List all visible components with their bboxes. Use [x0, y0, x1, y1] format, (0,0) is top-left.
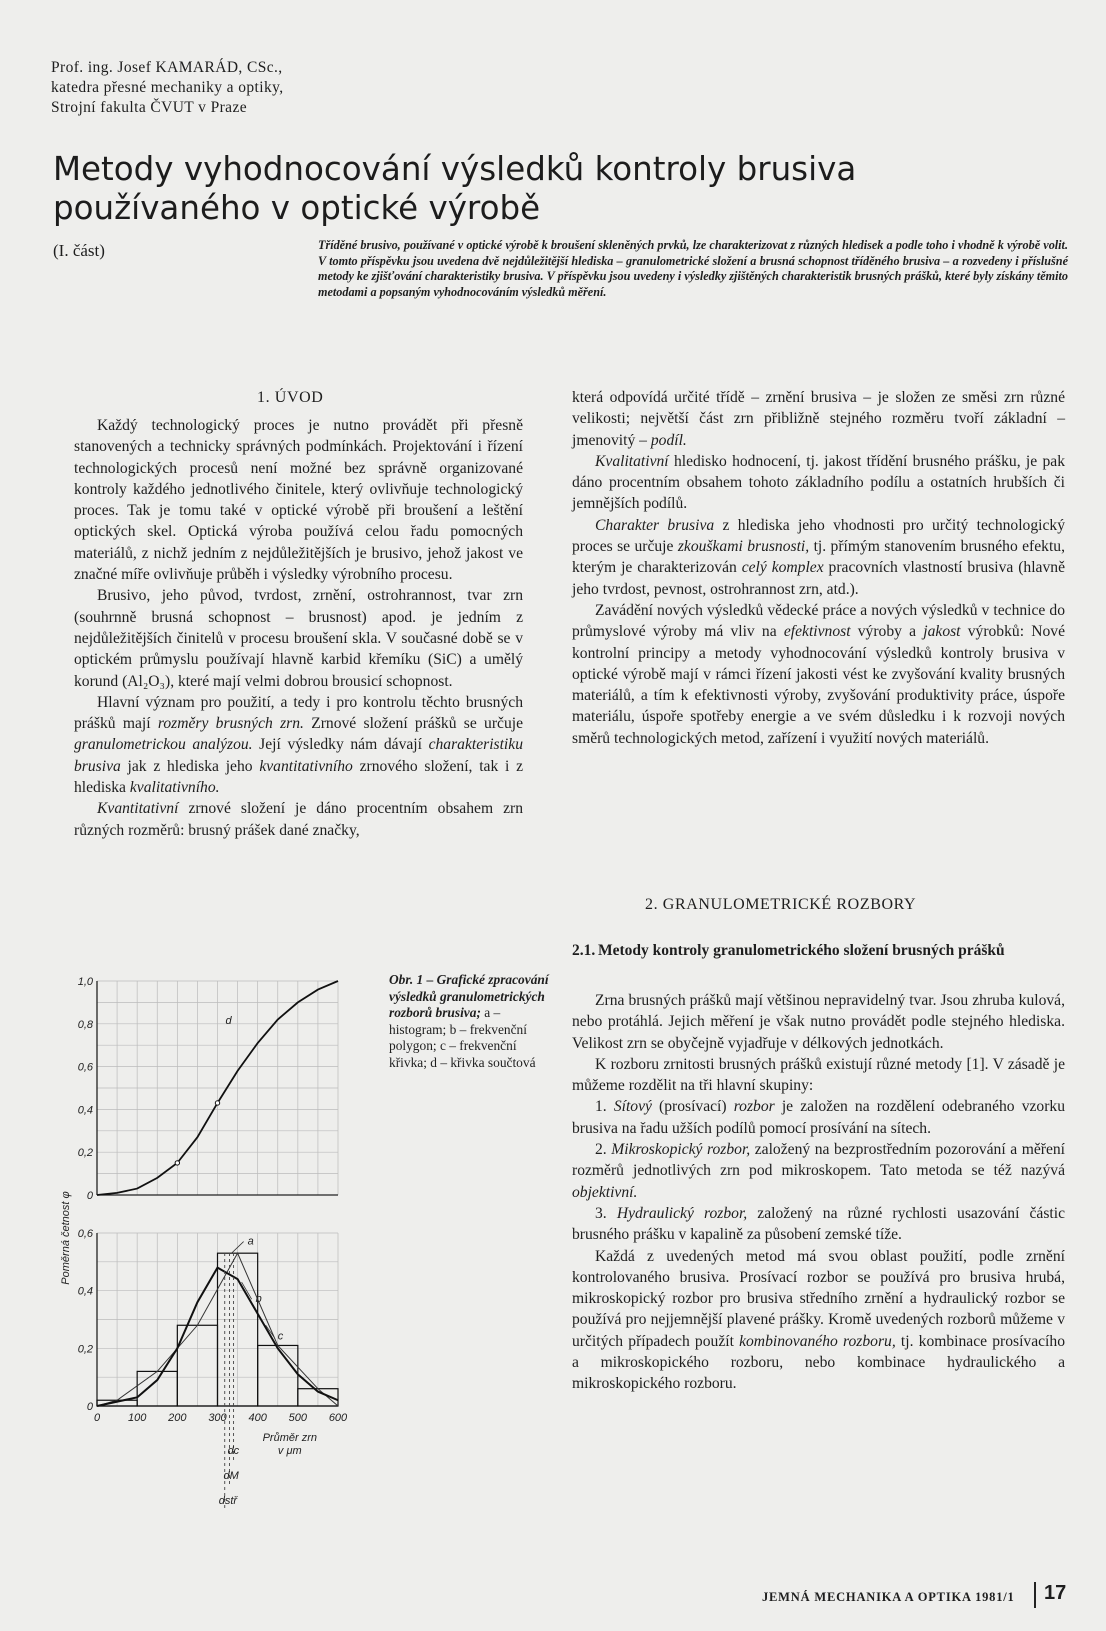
marker-label: dM: [223, 1470, 239, 1482]
paragraph: Zavádění nových výsledků vědecké práce a nových výsledků v technice do průmyslové výroby má vliv na efektivnost výroby a jakost výrobků: Nové kontrolní principy a metody vyhodnocování výsledků kontroly brusiva v optické výrobě mají v rámci řízení jakosti vést ke zvyšování kvality brusných materiálů, a tím k efektivnosti výroby, zvyšování produktivity práce, úspoře materiálu, úspoře spotřeby energie a ve svém důsledku i k rozvoji nových směrů technologických metod, zařízení i využití nových materiálů.: [572, 601, 1066, 747]
author-department: katedra přesné mechaniky a optiky,: [51, 79, 284, 96]
subsection-heading: 2.1. Metody kontroly granulometrického složení brusných prášků: [572, 942, 1005, 959]
paragraph: 1. Sítový (prosívací) rozbor je založen na rozdělení odebraného vzorku brusiva na řadu užších podílů pomocí prosívání na sítech.: [572, 1098, 1066, 1137]
y-tick-label: 0,6: [77, 1228, 93, 1240]
column-right-bottom: [572, 990, 1065, 1395]
article-title: Metody vyhodnocování výsledků kontroly brusiva používaného v optické výrobě: [53, 150, 857, 227]
y-tick-label: 1,0: [77, 976, 93, 988]
x-tick-label: 100: [127, 1412, 147, 1424]
chart-labels: [60, 976, 348, 1507]
y-axis-label: Poměrná četnost φ: [60, 1191, 72, 1285]
author-block: [51, 58, 284, 118]
y-tick-label: 0,4: [77, 1285, 93, 1298]
x-axis-label: Průměr zrn: [262, 1432, 318, 1444]
y-tick-label: 0: [86, 1190, 93, 1202]
curve-point: [175, 1161, 179, 1165]
paragraph: Každá z uvedených metod má svou oblast použití, podle zrnění kontrolovaného brusiva. Prosívací rozbor se používá pro brusiva hrubá, mikroskopický rozbor pro brusiva středního zrnění a hydraulický rozbor se používá pro nejjemnější plavené prášky. Kromě uvedených rozborů můžeme v určitých případech použít kombinovaného rozboru, tj. kombinace prosívacího a mikroskopického rozboru, nebo kombinace hydraulického a mikroskopického rozboru.: [572, 1247, 1065, 1393]
paragraph: Charakter brusiva z hlediska jeho vhodnosti pro určitý technologický proces se určuje zkouškami brusnosti, tj. přímým stanovením brusného efektu, kterým je charakterizován celý komplex pracovních vlastností brusiva (hlavně jeho tvrdost, pevnost, ostrohrannost zrn, atd.).: [572, 516, 1065, 598]
series-label: c: [277, 1330, 284, 1343]
paragraph: Kvantitativní zrnové složení je dáno procentním obsahem zrn různých rozměrů: brusný prášek dané značky,: [74, 800, 523, 839]
paragraph: Každý technologický proces je nutno provádět při přesně stanovených a technicky správných podmínkách. Projektování i řízení technologických procesů není možné bez správně organizované kontroly každého jednotlivého činitele, který ovlivňuje technologický proces. Tak je tomu také v optické výrobě při broušení a leštění optických skel. Optická výroba používá celou řadu pomocných materiálů, z nichž jedním z nejdůležitějších je brusivo, jehož jakost ve značné míře ovlivňuje průběh i výsledky výrobního procesu.: [74, 417, 523, 584]
paragraph: Zrna brusných prášků mají většinou nepravidelný tvar. Jsou zhruba kulová, nebo protáhlá. Jejich měření je však nutno provádět podle stejného hlediska. Velikost zrn se obyčejně vyjadřuje v délkových jednotkách.: [572, 992, 1065, 1052]
footer-divider: [1034, 1582, 1036, 1608]
paragraph: Kvalitativní hledisko hodnocení, tj. jakost třídění brusného prášku, je pak dáno procentním obsahem tohoto základního podílu a ostatních hrubších či jemnějších podílů.: [572, 452, 1065, 513]
x-tick-label: 200: [168, 1412, 187, 1424]
series-label: b: [255, 1293, 262, 1306]
cumulative-grid: [97, 981, 338, 1195]
author-faculty: Strojní fakulta ČVUT v Praze: [51, 99, 248, 116]
column-left: [74, 415, 523, 841]
x-tick-label: 400: [248, 1412, 267, 1424]
series-label-d: d: [225, 1014, 232, 1027]
page-number: 17: [1044, 1582, 1067, 1604]
y-tick-label: 0,8: [77, 1018, 93, 1031]
paragraph: 2. Mikroskopický rozbor, založený na bezprostředním pozorování a měření rozměrů jednotlivých zrn pod mikroskopem. Tato metoda se též nazývá objektivní.: [572, 1141, 1065, 1201]
part-label: (I. část): [53, 241, 105, 260]
y-tick-label: 0,2: [77, 1147, 93, 1160]
paragraph: Brusivo, jeho původ, tvrdost, zrnění, ostrohrannost, tvar zrn (souhrnně brusná schopnost – brusnost) apod. je jedním z nejdůležitějších činitelů v procesu broušení skla. V současné době se v optickém průmyslu používají hlavně karbid křemíku (SiC) a umělý korund (Al₂O₃), které mají velmi dobrou brousicí schopnost.: [74, 587, 523, 690]
paragraph: K rozboru zrnitosti brusných prášků existují různé metody [1]. V zásadě je můžeme rozdělit na tři hlavní skupiny:: [572, 1055, 1065, 1095]
figure-granulometry-chart: [55, 975, 365, 1550]
column-right-top: [572, 387, 1065, 749]
marker-label: dc: [227, 1445, 240, 1457]
x-tick-label: 0: [93, 1412, 101, 1424]
y-tick-label: 0,4: [77, 1104, 93, 1117]
paragraph: která odpovídá určité třídě – zrnění brusiva – je složen ze směsi zrn různé velikosti; největší část zrn přibližně stejného rozměru tvoří základní – jmenovitý – podíl.: [572, 389, 1065, 449]
y-tick-label: 0,6: [77, 1061, 93, 1074]
paragraph: 3. Hydraulický rozbor, založený na různé rychlosti usazování částic brusného prášku v kapalině za působení zemské tíže.: [572, 1204, 1066, 1244]
section-heading-granulometry: 2. GRANULOMETRICKÉ ROZBORY: [645, 896, 917, 913]
section-heading-intro: 1. ÚVOD: [257, 389, 324, 406]
author-name: Prof. ing. Josef KAMARÁD, CSc.,: [51, 59, 283, 76]
abstract: Tříděné brusivo, používané v optické výrobě k broušení skleněných prvků, lze charakterizovat z různých hledisek a podle toho i vhodně k výrobě volit. V tomto příspěvku jsou uvedena dvě nejdůležitější hlediska – granulometrické složení a brusná schopnost tříděného brusiva – a rozvedeny i příslušné metody ke zjišťování charakteristiky brusiva. V příspěvku jsou uvedeny i výsledky zjištěných charakteristik brusných prášků, které byly získány těmito metodami a popsaným vyhodnocováním výsledků měření.: [318, 238, 1068, 299]
x-tick-label: 600: [328, 1412, 348, 1424]
x-tick-label: 300: [208, 1412, 227, 1424]
y-tick-label: 0: [86, 1401, 93, 1413]
paragraph: Hlavní význam pro použití, a tedy i pro kontrolu těchto brusných prášků mají rozměry brusných zrn. Zrnové složení prášků se určuje granulometrickou analýzou. Její výsledky nám dávají charakteristiku brusiva jak z hlediska jeho kvantitativního zrnového složení, tak i z hlediska kvalitativního.: [74, 693, 524, 797]
x-axis-label: v μm: [277, 1445, 302, 1457]
curve-point: [215, 1101, 219, 1105]
journal-footer: JEMNÁ MECHANIKA A OPTIKA 1981/1: [762, 1590, 1015, 1604]
series-label: a: [247, 1235, 254, 1248]
marker-label: dstř: [218, 1495, 238, 1507]
x-tick-label: 500: [288, 1412, 308, 1424]
figure-caption: Obr. 1 – Grafické zpracování výsledků granulometrických rozborů brusiva; a – histogram; b – frekvenční polygon; c – frekvenční křivka; d – křivka součtová: [389, 972, 549, 1070]
y-tick-label: 0,2: [77, 1343, 93, 1356]
